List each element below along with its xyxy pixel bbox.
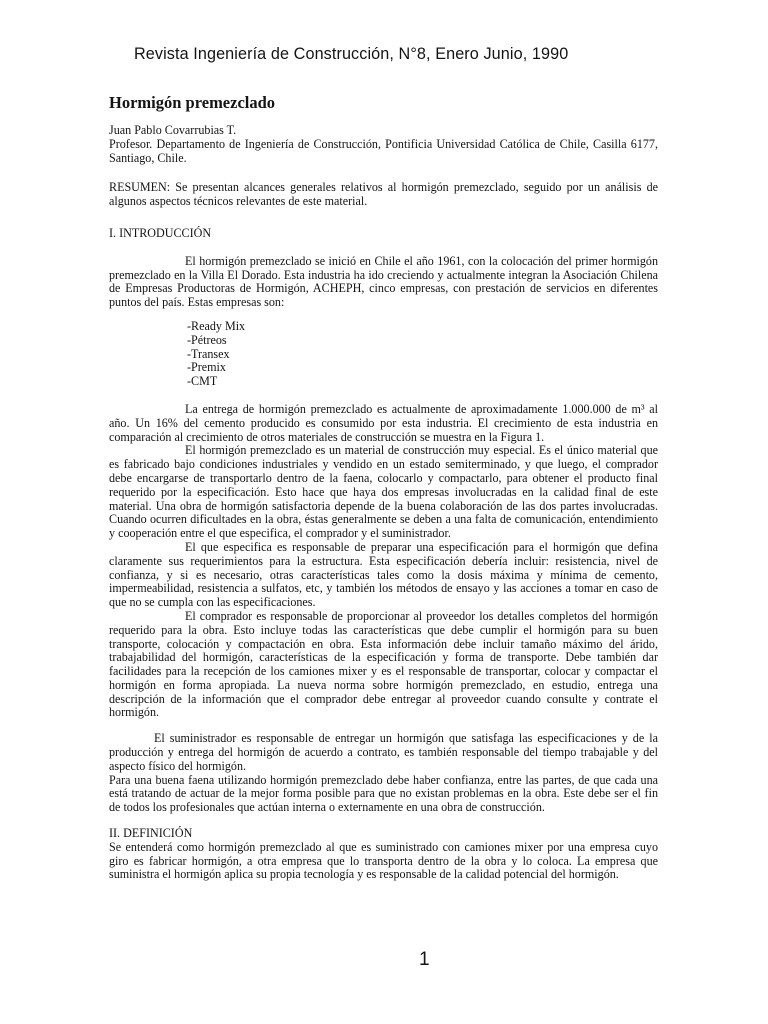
page-number: 1: [419, 949, 430, 970]
paragraph-intro-4: El que especifica es responsable de preparar una especificación para el hormigón que defina claramente sus requerimientos para la estructura. Esta especificación debería incluir: resistencia, nivel de confianza, y si es necesario, otras características tales como la dosis máxima y mínima de cemento, impermeabilidad, resistencia a sulfatos, etc, y también los métodos de ensayo y las acciones a tomar en caso de que no se cumpla con las especificaciones.: [109, 539, 658, 610]
section-heading-introduction: I. INTRODUCCIÓN: [109, 225, 212, 240]
journal-header: Revista Ingeniería de Construcción, N°8, Enero Junio, 1990: [134, 45, 569, 63]
paragraph-intro-6: El suministrador es responsable de entregar un hormigón que satisfaga las especificaciones y de la producción y entrega del hormigón de acuerdo a contrato, es también responsable del tiempo trabajable y del aspecto físico del hormigón.: [109, 731, 658, 773]
paragraph-intro-3: El hormigón premezclado es un material de construcción muy especial. Es el único material que es fabricado bajo condiciones industriales y vendido en un estado semiterminado, y que luego, el comprador debe encargarse de transportarlo dentro de la faena, colocarlo y compactarlo, para obtener el producto final requerido por la especificación. Esto hace que haya dos empresas involucradas en la calidad final de este material. Una obra de hormigón satisfactoria depende de la buena colaboración de las dos partes involucradas. Cuando ocurren dificultades en la obra, éstas generalmente se deben a una falta de comunicación, entendimiento y cooperación entre el que especifica, el comprador y el suministrador.: [109, 443, 658, 541]
list-item: -Pétreos: [187, 332, 227, 347]
company-list: [109, 320, 658, 389]
paragraph-intro-1: El hormigón premezclado se inició en Chile el año 1961, con la colocación del primer hormigón premezclado en la Villa El Dorado. Esta industria ha ido creciendo y actualmente integran la Asociación Chilena de Empresas Productoras de Hormigón, ACHEPH, cinco empresas, con prestación de servicios en diferentes puntos del país. Estas empresas son:: [109, 253, 658, 310]
article-title: Hormigón premezclado: [109, 93, 276, 112]
abstract: RESUMEN: Se presentan alcances generales relativos al hormigón premezclado, seguido por un análisis de algunos aspectos técnicos relevantes de este material.: [109, 180, 658, 209]
list-item: -CMT: [187, 374, 218, 389]
paragraph-definition-1: Se entenderá como hormigón premezclado al que es suministrado con camiones mixer por una empresa cuyo giro es fabricar hormigón, a otra empresa que lo transporta dentro de la obra y lo coloca. La empresa que suministra el hormigón aplica su propia tecnología y es responsable de la calidad potencial del hormigón.: [109, 839, 658, 882]
author-name: Juan Pablo Covarrubias T.: [109, 123, 237, 137]
list-item: -Premix: [187, 360, 226, 375]
list-item: -Ready Mix: [187, 318, 246, 333]
paragraph-intro-2: La entrega de hormigón premezclado es actualmente de aproximadamente 1.000.000 de m³ al año. Un 16% del cemento producido es consumido por esta industria. El crecimiento de esta industria en comparación al crecimiento de otros materiales de construcción se muestra en la Figura 1.: [109, 401, 658, 444]
section-heading-definition: II. DEFINICIÓN: [109, 826, 193, 841]
author-affiliation: Profesor. Departamento de Ingeniería de Construcción, Pontificia Universidad Católica de Chile, Casilla 6177, Santiago, Chile.: [109, 136, 658, 165]
article-body: [109, 92, 658, 882]
list-item: -Transex: [187, 346, 230, 361]
paragraph-intro-5: El comprador es responsable de proporcionar al proveedor los detalles completos del hormigón requerido para la obra. Esto incluye todas las características que debe cumplir el hormigón para su buen transporte, colocación y compactación en obra. Esta información debe incluir tamaño máximo del árido, trabajabilidad del hormigón, características de la especificación y forma de transporte. Debe también dar facilidades para la recepción de los camiones mixer y es el responsable de transportar, colocar y compactar el hormigón en forma apropiada. La nueva norma sobre hormigón premezclado, en estudio, entrega una descripción de la información que el comprador debe entregar al proveedor cuando consulte y contrate el hormigón.: [109, 608, 658, 720]
paragraph-intro-7: Para una buena faena utilizando hormigón premezclado debe haber confianza, entre las partes, de que cada una está tratando de actuar de la mejor forma posible para que no existan problemas en la obra. Este debe ser el fin de todos los profesionales que actúan interna o externamente en una obra de construcción.: [109, 772, 658, 815]
